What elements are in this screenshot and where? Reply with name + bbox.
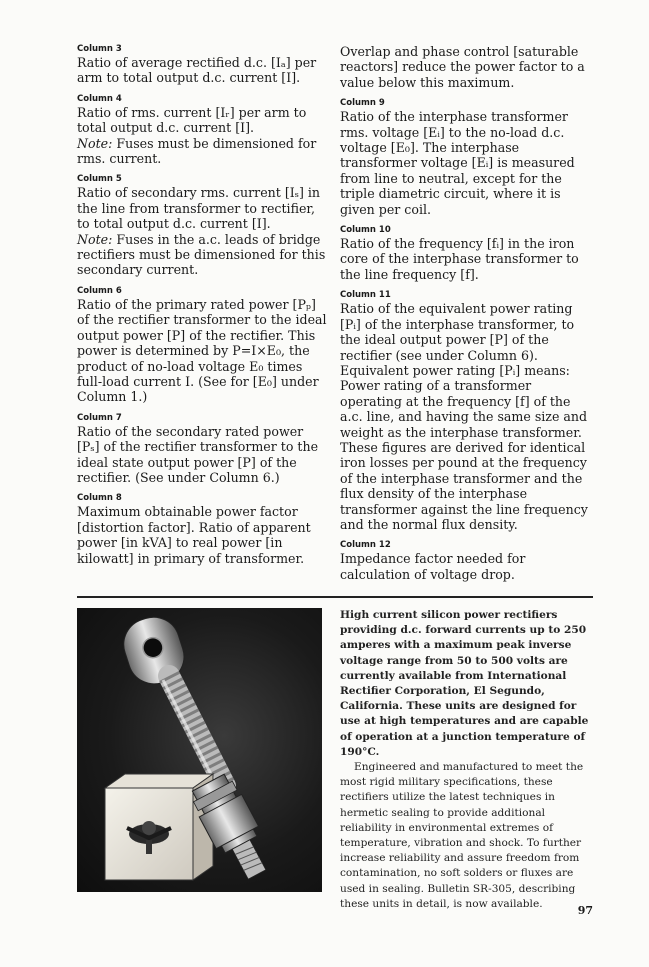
section-heading: Column 12 (340, 540, 391, 551)
section-heading: Column 5 (77, 174, 122, 185)
section-text: Impedance factor needed for calculation of voltage drop. (340, 551, 526, 582)
column-10-section (340, 225, 592, 282)
section-text (77, 105, 327, 167)
column-9-section (340, 98, 592, 217)
caption-lead: High current silicon power rectifiers providing d.c. forward currents up to 250 amperes with a maximum peak inverse voltage range from 50 to 500 volts are currently available from International Rectifier Corporation, El Segundo, California. These units are designed for use at high temperatures and are capable of operation at a junction temperature of 190°C. (340, 609, 589, 758)
section-text: Ratio of the equivalent power rating [Pᵢ] of the interphase transformer, to the ideal output power [P] of the rectifier (see under Column 6). Equivalent power rating [Pᵢ] means: Power rating of a transformer operating at the frequency [f] of the a.c. line, and having the same size and weight as the interphase transformer. These figures are derived for identical iron losses per pound at the frequency of the interphase transformer and the flux density of the interphase transformer against the line frequency and the normal flux density. (340, 301, 588, 532)
note-text: Fuses in the a.c. leads of bridge rectifiers must be dimensioned for this secondary current. (77, 231, 326, 278)
section-text: Ratio of the interphase transformer rms. voltage [Eᵢ] to the no-load d.c. voltage [E₀]. The interphase transformer voltage [Eᵢ] is measured from line to neutral, except for the triple diametric circuit, where it is given per coil. (340, 109, 575, 217)
column-5-section (77, 174, 327, 277)
column-8-continued (340, 44, 592, 90)
section-heading: Column 6 (77, 285, 122, 296)
section-text: Ratio of the secondary rated power [Pₛ] of the rectifier transformer to the ideal state output power [P] of the rectifier. (See under Column 6.) (77, 423, 319, 485)
section-divider (77, 596, 593, 598)
section-text: Ratio of average rectified d.c. [Iₐ] per arm to total output d.c. current [I]. (77, 55, 317, 86)
section-text: Overlap and phase control [saturable reactors] reduce the power factor to a value below this maximum. (340, 44, 585, 90)
section-text (77, 185, 327, 277)
section-heading: Column 3 (77, 44, 122, 54)
column-3-section (77, 44, 327, 86)
section-text: Ratio of the primary rated power [Pₚ] of the rectifier transformer to the ideal output power [P] of the rectifier. This power is determined by P=I×E₀, the product of no-load voltage E₀ times full-load current I. (See for [E₀] under Column 1.) (77, 296, 327, 405)
section-heading: Column 10 (340, 225, 391, 236)
note-label: Note: (77, 231, 113, 247)
section-heading: Column 7 (77, 412, 122, 423)
section-heading: Column 11 (340, 290, 391, 301)
section-heading: Column 4 (77, 93, 122, 104)
section-main-text: Ratio of secondary rms. current [Iₛ] in the line from transformer to rectifier, to total output d.c. current [I]. (77, 185, 321, 232)
rectifier-illustration (77, 608, 322, 892)
column-11-section (340, 290, 592, 532)
section-heading: Column 9 (340, 98, 385, 109)
braided-lead (163, 676, 225, 790)
section-text: Ratio of the frequency [fᵢ] in the iron core of the interphase transformer to the line frequency [f]. (340, 236, 579, 282)
column-4-section (77, 94, 327, 167)
column-8-section (77, 493, 327, 566)
note-label: Note: (77, 135, 113, 151)
column-12-section (340, 540, 592, 582)
left-text-column (77, 44, 327, 574)
caption-body: Engineered and manufactured to meet the most rigid military specifications, these rectifiers utilize the latest techniques in hermetic sealing to provide additional reliability in environmental extremes of temperature, vibration and shock. To further increase reliability and assure freedom from contamination, no soft solders or fluxes are used in sealing. Bulletin SR-305, describing these units in detail, is now available. (340, 761, 584, 910)
page-number: 97 (577, 904, 593, 917)
section-heading: Column 8 (77, 493, 122, 504)
right-text-column (340, 44, 592, 590)
column-7-section (77, 413, 327, 486)
column-6-section (77, 286, 327, 405)
section-text: Maximum obtainable power factor [distortion factor]. Ratio of apparent power [in kVA] to real power [in kilowatt] in primary of transformer. (77, 504, 311, 566)
section-main-text: Ratio of rms. current [Iᵣ] per arm to total output d.c. current [I]. (77, 104, 307, 136)
photo-caption (340, 608, 592, 912)
rectifier-photo (77, 608, 322, 892)
note-text: Fuses must be dimensioned for rms. current. (77, 135, 317, 167)
